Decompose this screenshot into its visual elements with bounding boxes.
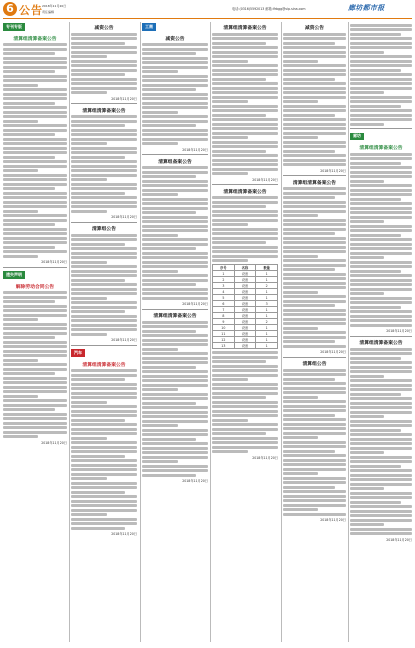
- table-cell: 设备: [234, 319, 256, 325]
- notice-title: 清算组清算备案公告: [292, 180, 337, 186]
- notice-title: 清算组清算备案公告: [153, 314, 197, 320]
- table-cell: 2: [256, 319, 278, 325]
- notice-signature: 2018年11月20日: [111, 215, 137, 219]
- notice-signature: 2018年11月20日: [252, 177, 278, 182]
- table-header: 名称: [234, 265, 256, 271]
- column-separator: [210, 22, 211, 642]
- table-cell: 1: [256, 295, 278, 301]
- section-label: 遗失声明: [3, 271, 25, 279]
- paper-logo: 廊坊都市报: [348, 3, 385, 12]
- notice-title: 清算组清算备案公告: [13, 36, 57, 42]
- column-3: [142, 22, 208, 644]
- notice-signature: 2018年11月20日: [111, 338, 137, 342]
- notice-title: 清算组公告: [92, 227, 116, 232]
- notice-signature: 2018年11月20日: [252, 455, 278, 460]
- table-cell: 1: [256, 343, 278, 349]
- table-cell: 5: [213, 295, 235, 301]
- column-1: [3, 22, 67, 644]
- notice-title: 减资公告: [304, 26, 325, 31]
- column-6: [350, 22, 412, 644]
- column-separator: [140, 22, 141, 642]
- table-cell: 设备: [234, 277, 256, 283]
- table-cell: 1: [213, 271, 235, 277]
- notice-title: 清算组备案公告: [158, 159, 192, 165]
- notice-title: 清算组清算备案公告: [82, 108, 126, 114]
- notice-signature: 2018年11月20日: [111, 96, 137, 101]
- notice-signature: 2018年11月20日: [386, 329, 412, 334]
- issue-editor: 责任编辑: [42, 10, 55, 14]
- notice-title: 解除劳动合同公告: [15, 284, 55, 290]
- table-cell: 设备: [234, 283, 256, 289]
- notice-title: 清算组清算备案公告: [82, 362, 126, 368]
- table-cell: 设备: [234, 307, 256, 313]
- notice-signature: 2018年11月20日: [320, 350, 346, 354]
- column-separator: [281, 22, 282, 642]
- notice-signature: 2018年11月20日: [320, 168, 346, 173]
- column-separator: [69, 22, 70, 642]
- table-cell: 6: [213, 301, 235, 307]
- table-cell: 设备: [234, 337, 256, 343]
- table-cell: 1: [256, 325, 278, 331]
- notice-title: 清算组清算备案公告: [223, 26, 267, 31]
- table-header: 数量: [256, 265, 278, 271]
- table-cell: 设备: [234, 271, 256, 277]
- notice-title: 清算组清算备案公告: [359, 341, 403, 347]
- table-cell: 设备: [234, 301, 256, 307]
- column-2: [71, 22, 137, 644]
- table-cell: 1: [256, 337, 278, 343]
- section-name: 公告: [19, 4, 43, 17]
- column-4: [212, 22, 278, 644]
- table-cell: 设备: [234, 313, 256, 319]
- notice-title: 清算组公告: [302, 362, 327, 367]
- section-label: 工商: [142, 23, 156, 31]
- table-cell: 1: [256, 307, 278, 313]
- table-cell: 12: [213, 337, 235, 343]
- table-cell: 设备: [234, 289, 256, 295]
- table-cell: 设备: [234, 343, 256, 349]
- equipment-table: [212, 264, 278, 349]
- notice-signature: 2018年11月20日: [111, 532, 137, 537]
- table-cell: 1: [256, 271, 278, 277]
- table-cell: 设备: [234, 331, 256, 337]
- table-cell: 9: [213, 319, 235, 325]
- section-label: 廊坊: [350, 133, 364, 141]
- section-number-badge: 6: [3, 2, 17, 16]
- table-cell: 2: [213, 277, 235, 283]
- table-cell: 8: [213, 313, 235, 319]
- table-cell: 10: [213, 325, 235, 331]
- table-header: 序号: [213, 265, 235, 271]
- notice-title: 清算组清算备案公告: [223, 189, 267, 195]
- header-rule: [3, 18, 412, 19]
- notice-signature: 2018年11月20日: [182, 147, 208, 152]
- table-cell: 3: [256, 301, 278, 307]
- table-cell: 3: [213, 283, 235, 289]
- section-label: 汽车: [71, 349, 85, 357]
- table-cell: 7: [213, 307, 235, 313]
- notice-title: 减资公告: [165, 36, 185, 42]
- notice-signature: 2018年11月20日: [386, 537, 412, 542]
- section-label: 专刊专版: [3, 23, 25, 31]
- issue-date: 2018年11月20日: [42, 4, 67, 8]
- table-cell: 1: [256, 313, 278, 319]
- notice-signature: 2018年11月20日: [41, 260, 67, 265]
- table-cell: 13: [213, 343, 235, 349]
- column-5: [283, 22, 346, 644]
- masthead: [0, 0, 415, 20]
- table-row: [213, 343, 278, 349]
- table-cell: 1: [256, 331, 278, 337]
- notice-signature: 2018年11月20日: [182, 302, 208, 307]
- notice-title: 清算组清算备案公告: [359, 146, 403, 152]
- notice-title: 减资公告: [94, 26, 114, 31]
- notice-signature: 2018年11月20日: [182, 479, 208, 484]
- table-cell: 2: [256, 283, 278, 289]
- table-cell: 设备: [234, 325, 256, 331]
- table-cell: 设备: [234, 295, 256, 301]
- notice-signature: 2018年11月20日: [41, 440, 67, 445]
- table-cell: 4: [213, 289, 235, 295]
- table-cell: 1: [256, 289, 278, 295]
- notice-signature: 2018年11月20日: [320, 518, 346, 522]
- contact-line: 电话:(0316)5592013 邮箱:lfrbgg@vip.sina.com: [232, 7, 306, 11]
- table-cell: 11: [213, 331, 235, 337]
- table-cell: 1: [256, 277, 278, 283]
- column-separator: [348, 22, 349, 642]
